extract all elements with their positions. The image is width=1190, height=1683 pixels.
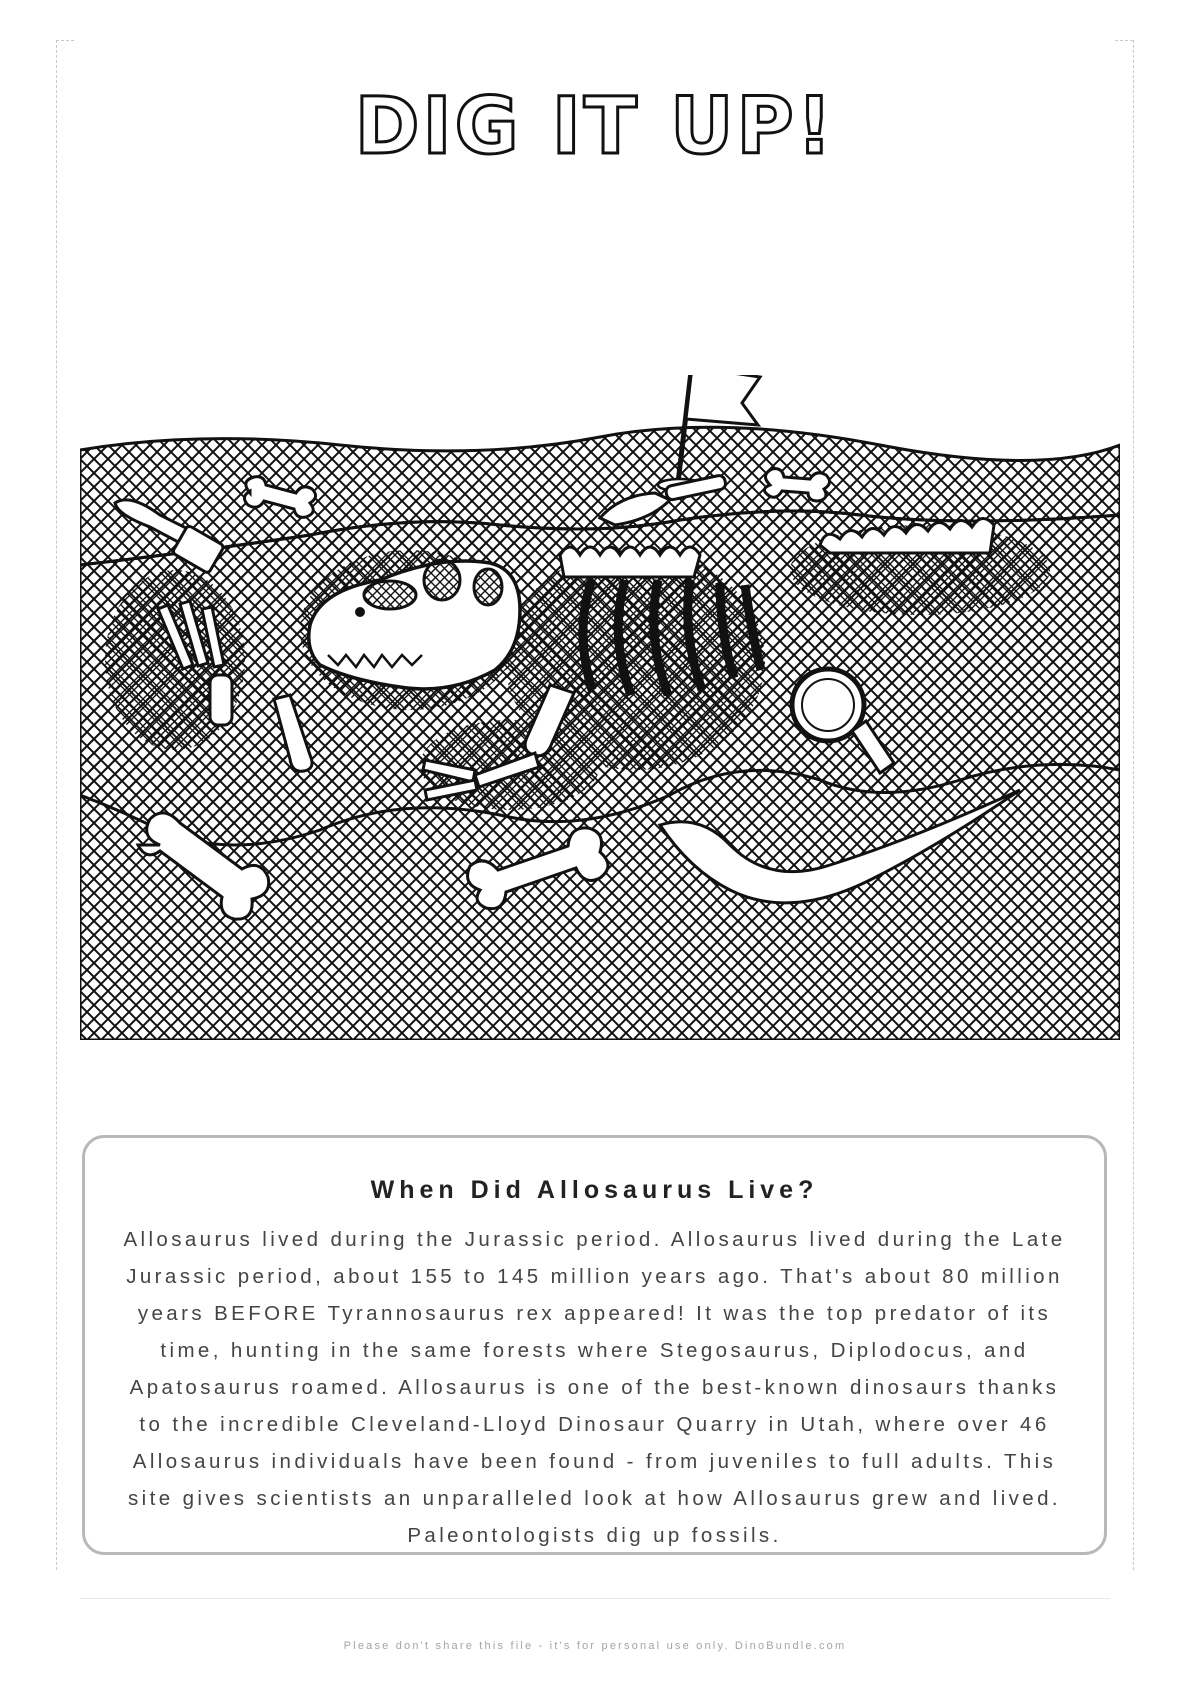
- page-title: DIG IT UP!: [354, 82, 836, 172]
- cut-line-right: [1133, 40, 1134, 1570]
- footer-note: Please don't share this file - it's for personal use only. DinoBundle.com: [343, 1640, 847, 1652]
- cut-corner-right: [1115, 40, 1133, 41]
- info-heading: When Did Allosaurus Live?: [370, 1176, 819, 1204]
- footer-divider: [80, 1598, 1110, 1599]
- cut-line-left: [56, 40, 57, 1570]
- info-box: [82, 1135, 1107, 1555]
- fossil-dig-scene: [80, 375, 1120, 1040]
- info-body: Allosaurus lived during the Jurassic period. Allosaurus lived during the Late Jurassic period, about 155 to 145 million years ago. That's about 80 million years BEFORE Tyrannosaurus rex appeared! It was the top predator of its time, hunting in the same forests where Stegosaurus, Diplodocus, and Apatosaurus roamed. Allosaurus is one of the best-known dinosaurs thanks to the incredible Cleveland-Lloyd Dinosaur Quarry in Utah, where over 46 Allosaurus individuals have been found - from juveniles to full adults. This site gives scientists an unparalleled look at how Allosaurus grew and lived. Paleontologists dig up fossils.: [123, 1228, 1066, 1547]
- cut-corner-left: [56, 40, 74, 41]
